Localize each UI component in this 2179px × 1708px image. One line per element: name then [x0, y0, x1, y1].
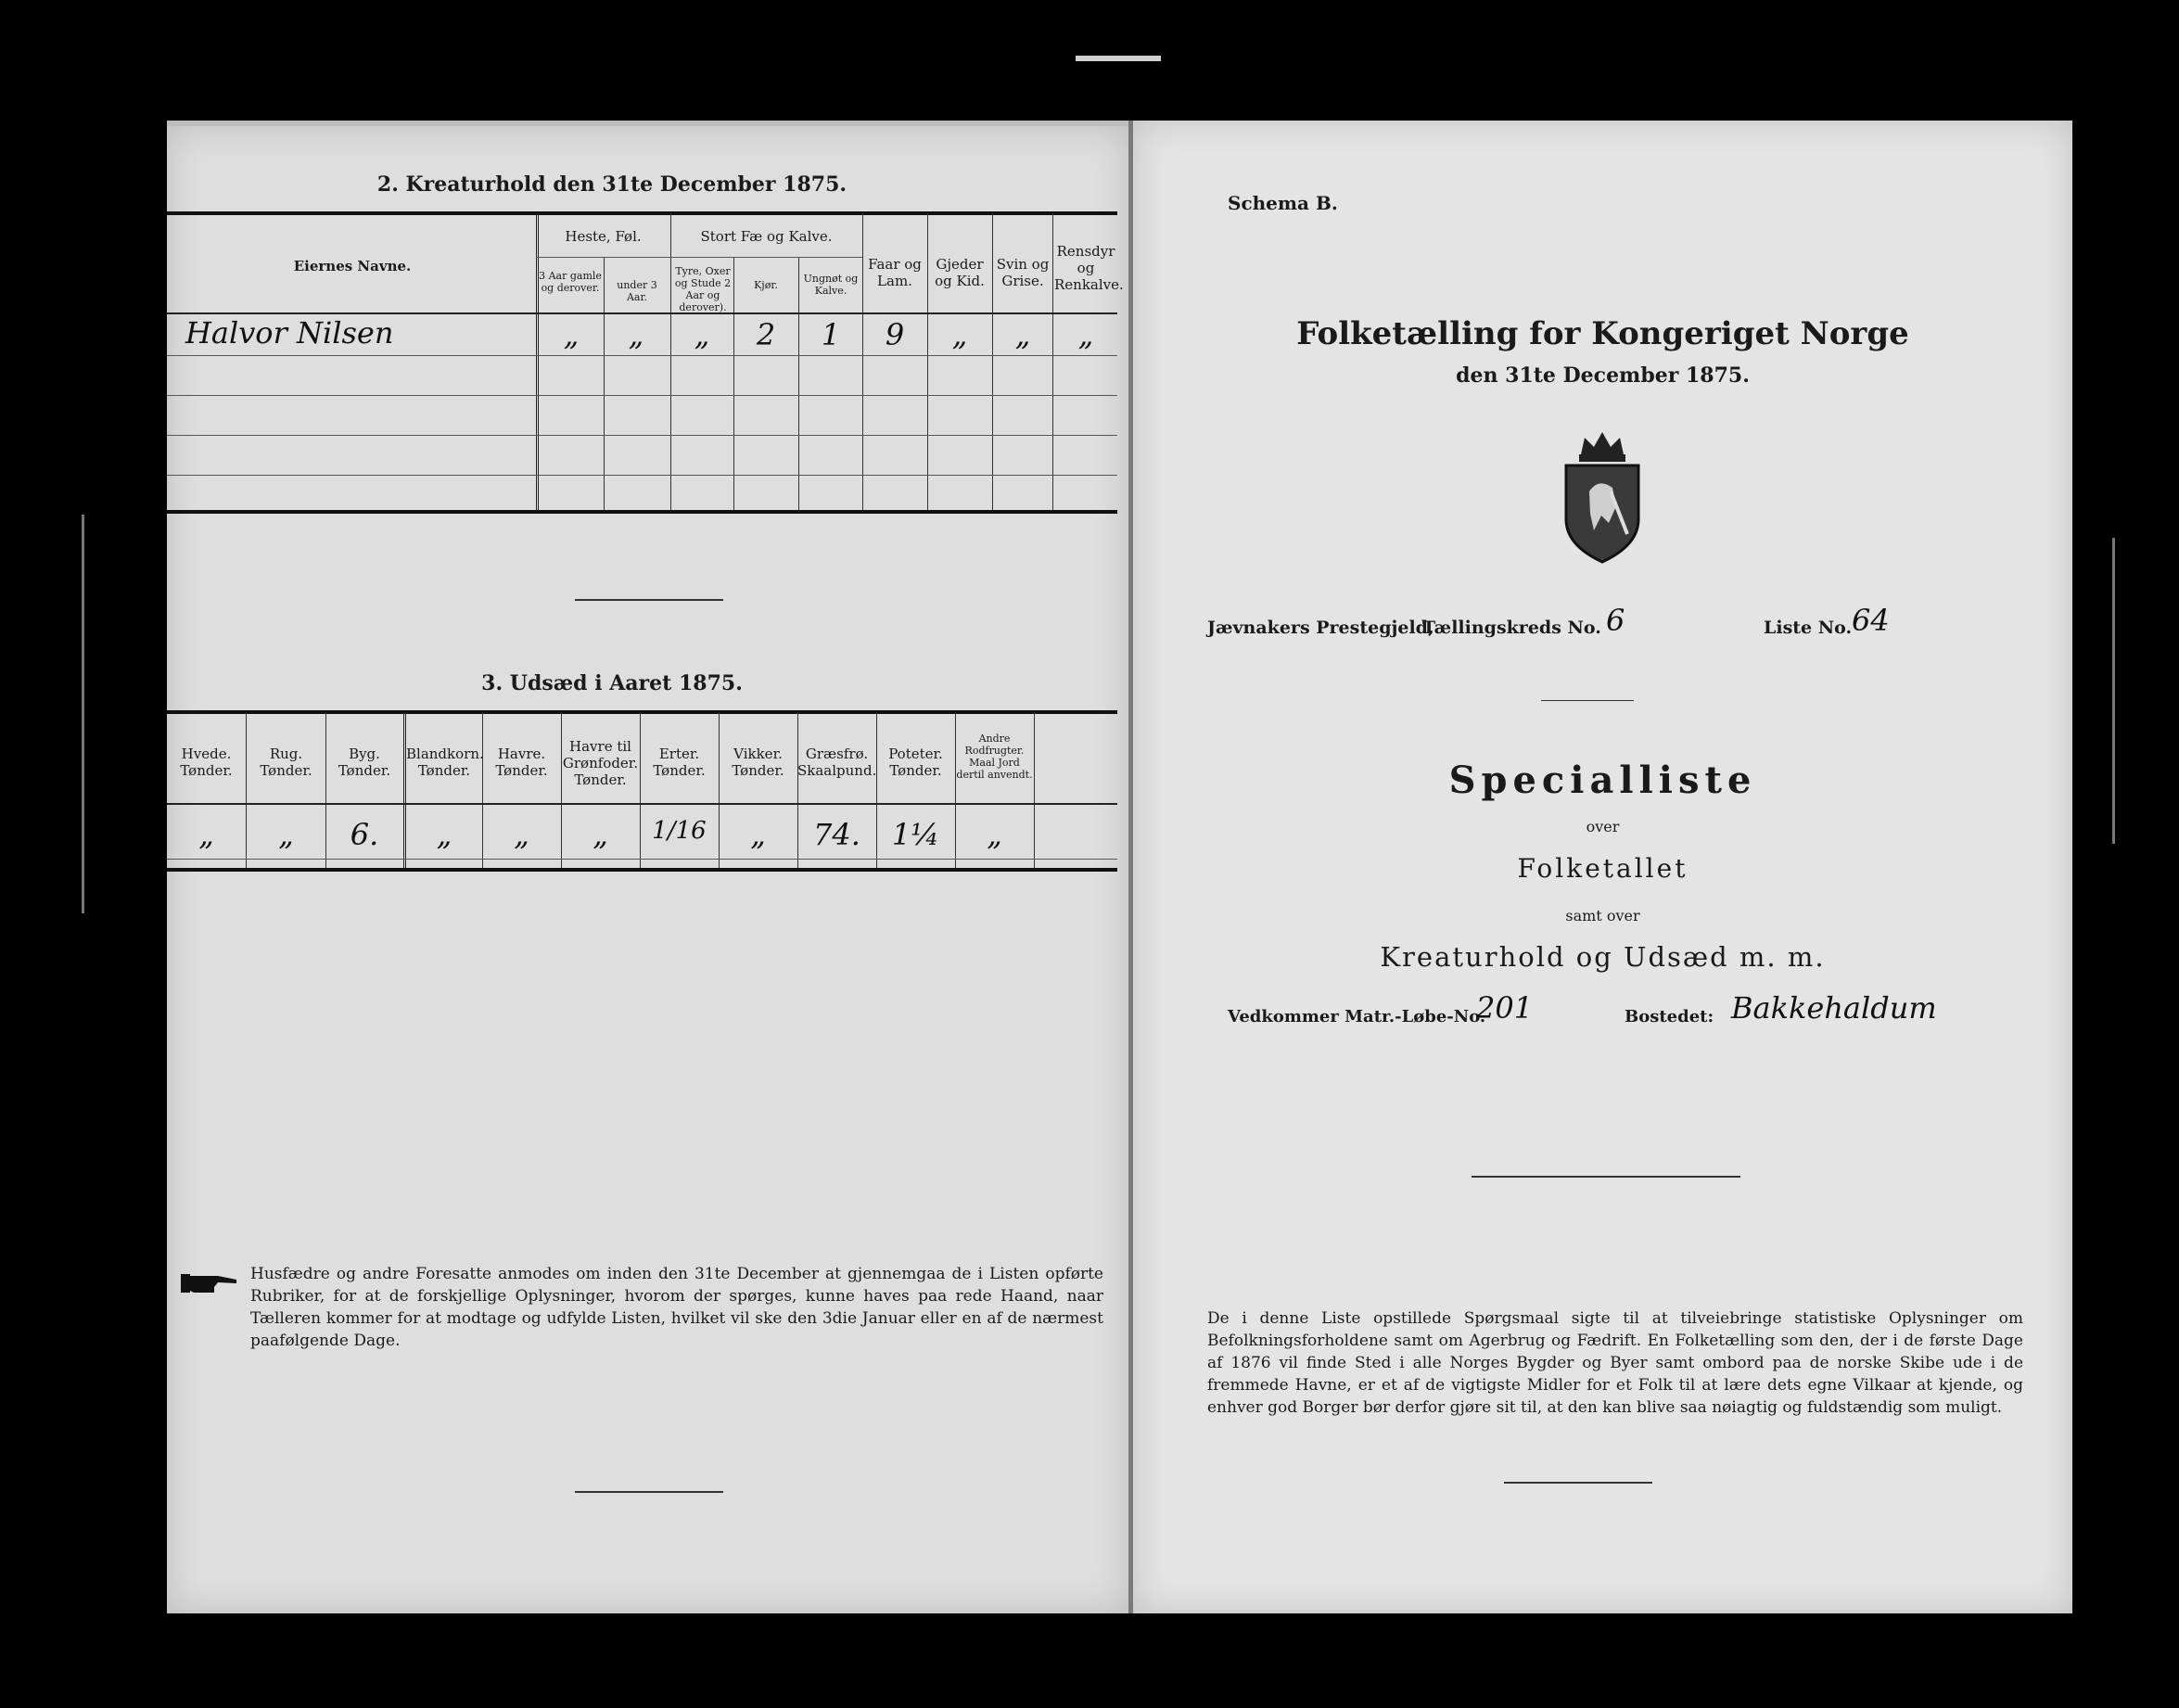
- kreaturhold-heading: Kreaturhold og Udsæd m. m.: [1380, 941, 1826, 973]
- district-label: Tællingskreds No.: [1422, 618, 1601, 638]
- header-andre-rodfrugter: Andre Rodfrugter. Maal Jord dertil anvendt.: [956, 733, 1033, 781]
- left-page: [167, 121, 1128, 1613]
- matr-label: Vedkommer Matr.-Løbe-No.: [1228, 1007, 1486, 1026]
- form-subtitle: den 31te December 1875.: [1456, 363, 1750, 388]
- rule-middle: [1472, 1176, 1740, 1178]
- notice-text: Husfædre og andre Foresatte anmodes om inden den 31te December at gjennemgaa de i Listen opførte Rubriker, for at de forskjellige Oplysninger, hvorom der spørges, kunne haves paa rede Haand, naar Tælleren kommer for at modtage og udfylde Listen, hvilket vil ske den 3die Januar eller en af de nærmest paafølgende Dage.: [250, 1265, 1103, 1350]
- list-value: 64: [1852, 603, 1890, 638]
- value-kjer: 2: [756, 317, 776, 352]
- owner-name: Halvor Nilsen: [185, 315, 394, 351]
- list-label: Liste No.: [1764, 618, 1853, 638]
- form-title: Folketælling for Kongeriget Norge: [1296, 315, 1909, 352]
- stort-fae-header: Stort Fæ og Kalve.: [700, 228, 833, 245]
- header-rug: Rug. Tønder.: [260, 746, 312, 779]
- norway-coat-of-arms-icon: [1548, 427, 1657, 566]
- header-havre: Havre. Tønder.: [495, 746, 548, 779]
- col-kjer: Kjør.: [754, 279, 778, 291]
- side-mark-right: [2112, 538, 2115, 844]
- col-faar: Faar og Lam.: [868, 256, 922, 289]
- rule-under-list: [1541, 700, 1634, 701]
- col-ungnoet: Ungnøt og Kalve.: [803, 273, 859, 297]
- col-heste-over: 3 Aar gamle og derover.: [539, 270, 602, 294]
- section2-title: 2. Kreaturhold den 31te December 1875.: [376, 172, 847, 197]
- bottom-rule-right: [1504, 1482, 1652, 1484]
- value-poteter: 1¼: [891, 817, 940, 852]
- value-heste-over: „: [563, 317, 580, 352]
- value-vikker: „: [750, 817, 766, 852]
- value-rensdyr: „: [1077, 317, 1094, 352]
- value-svin: „: [1014, 317, 1031, 352]
- heste-header: Heste, Føl.: [565, 228, 642, 245]
- schema-label: Schema B.: [1228, 192, 1338, 214]
- pointing-hand-icon: [181, 1267, 238, 1298]
- value-gjeder: „: [951, 317, 968, 352]
- value-rug: „: [278, 817, 294, 852]
- col-svin: Svin og Grise.: [996, 256, 1050, 289]
- header-hvede: Hvede. Tønder.: [180, 746, 233, 779]
- value-havre-groenfoder: „: [593, 817, 608, 852]
- district-value: 6: [1606, 603, 1625, 638]
- value-blandkorn: „: [436, 817, 452, 852]
- footer-text: De i denne Liste opstillede Spørgsmaal sigte til at tilveiebringe statistiske Oplysninger om Befolkningsforholdene samt om Agerbrug og Fædrift. En Folketælling som den, der i de første Dage af 1876 vil finde Sted i alle Norges Bygder og Byer samt ombord paa de norske Skibe ude i de fremmede Havne, er et af de vigtigste Midler for et Folk til at lære dets egne Vilkaar at kjende, og enhver god Borger bør derfor gjøre sit til, at den kan blive saa nøiagtig og fuldstændig som muligt.: [1207, 1309, 2023, 1417]
- over-label: over: [1586, 818, 1620, 835]
- owner-header: Eiernes Navne.: [293, 258, 412, 274]
- header-byg: Byg. Tønder.: [338, 746, 391, 779]
- samt-over-label: samt over: [1565, 907, 1640, 924]
- bosted-value: Bakkehaldum: [1731, 990, 1937, 1026]
- col-tyre: Tyre, Oxer og Stude 2 Aar og derover).: [674, 265, 732, 313]
- value-heste-under: „: [628, 317, 644, 352]
- value-hvede: „: [198, 817, 214, 852]
- header-blandkorn: Blandkorn. Tønder.: [406, 746, 484, 779]
- value-andre-rodfrugter: „: [987, 817, 1002, 852]
- header-erter: Erter. Tønder.: [653, 746, 706, 779]
- value-erter: 1/16: [652, 817, 707, 845]
- matr-value: 201: [1476, 990, 1534, 1026]
- section3-title: 3. Udsæd i Aaret 1875.: [481, 671, 743, 695]
- value-ungnoet: 1: [821, 317, 841, 352]
- separator-rule: [575, 599, 723, 601]
- bottom-rule-left: [575, 1491, 723, 1493]
- value-tyre: „: [694, 317, 710, 352]
- folketallet-heading: Folketallet: [1517, 853, 1688, 884]
- side-mark-left: [82, 515, 84, 913]
- value-graesfroe: 74.: [813, 817, 860, 852]
- parish-label: Jævnakers Prestegjeld,: [1207, 618, 1434, 638]
- header-poteter: Poteter. Tønder.: [888, 746, 943, 779]
- header-vikker: Vikker. Tønder.: [732, 746, 784, 779]
- col-gjeder: Gjeder og Kid.: [935, 256, 985, 289]
- value-havre: „: [514, 817, 529, 852]
- col-rensdyr: Rensdyr og Renkalve.: [1054, 243, 1124, 293]
- header-havre-groenfoder: Havre til Grønfoder. Tønder.: [562, 738, 639, 788]
- bosted-label: Bostedet:: [1625, 1007, 1714, 1026]
- top-mark: [1076, 56, 1161, 61]
- right-page: [1133, 121, 2072, 1613]
- col-heste-under: under 3 Aar.: [617, 279, 657, 303]
- header-graesfroe: Græsfrø. Skaalpund.: [797, 746, 877, 779]
- value-faar: 9: [885, 317, 905, 352]
- specialliste-heading: Specialliste: [1448, 758, 1757, 802]
- value-byg: 6.: [350, 817, 379, 852]
